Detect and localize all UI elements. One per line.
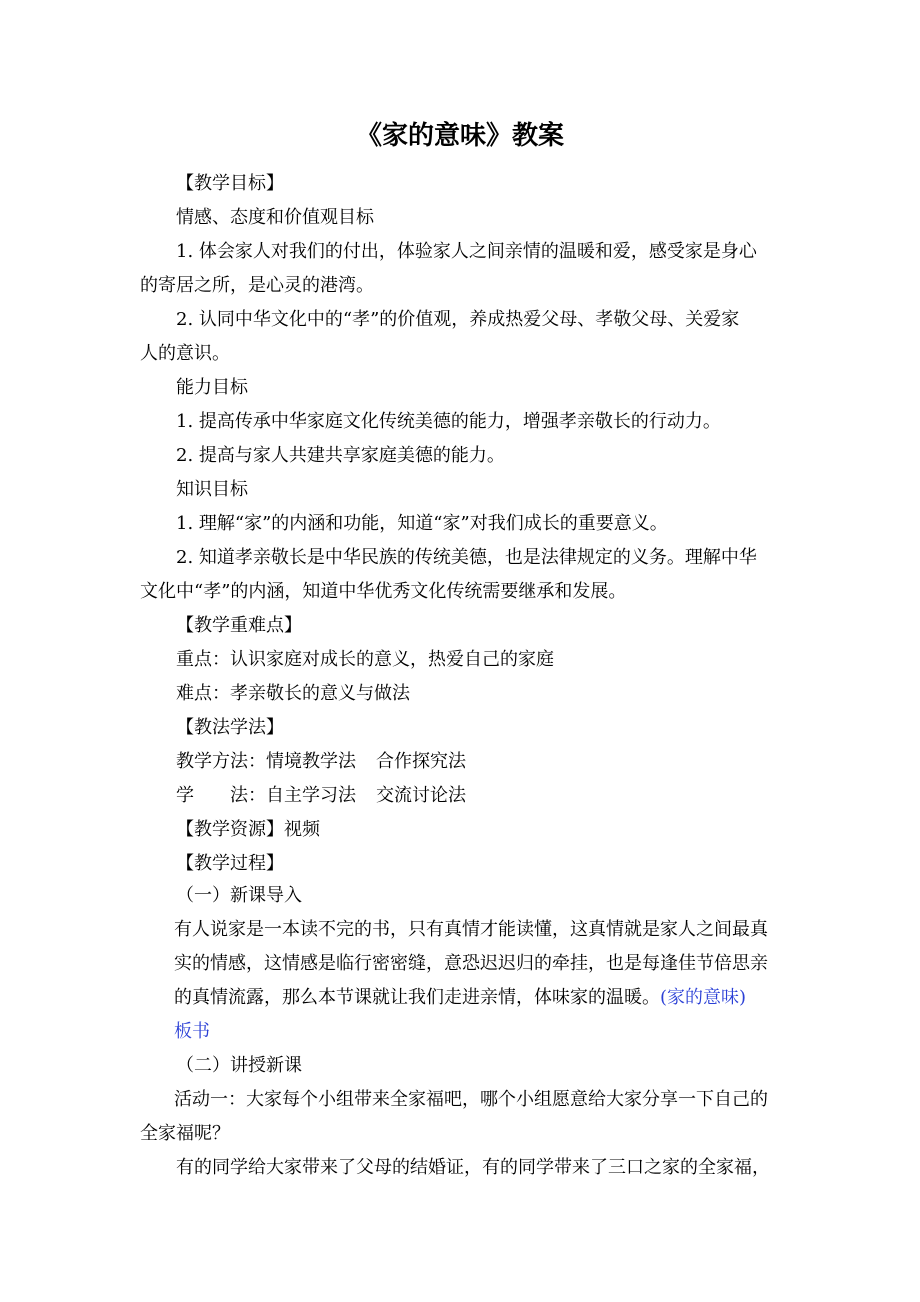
heading-methods: 【教法学法】 — [176, 717, 284, 738]
subheading-emotion-goals: 情感、态度和价值观目标 — [176, 207, 374, 228]
heading-process: 【教学过程】 — [176, 853, 284, 874]
method-item: 自主学习法 — [266, 785, 356, 806]
learning-methods-label: 学 — [176, 785, 194, 806]
board-note-link-continued: 板书 — [174, 1021, 210, 1042]
section-intro-heading: （一）新课导入 — [176, 885, 302, 906]
teaching-methods-label: 教学方法： — [176, 751, 266, 772]
method-item: 情境教学法 — [266, 751, 356, 772]
paragraph-line: 1. 提高传承中华家庭文化传统美德的能力，增强孝亲敬长的行动力。 — [176, 411, 721, 432]
paragraph-line: 的寄居之所，是心灵的港湾。 — [140, 275, 374, 296]
heading-teaching-goals: 【教学目标】 — [176, 173, 284, 194]
paragraph-line: 有人说家是一本读不完的书，只有真情才能读懂，这真情就是家人之间最真 — [174, 919, 768, 940]
paragraph-line: 2. 认同中华文化中的“孝”的价值观，养成热爱父母、孝敬父母、关爱家 — [176, 309, 740, 330]
paragraph-line: 1. 体会家人对我们的付出，体验家人之间亲情的温暖和爱，感受家是身心 — [176, 241, 757, 262]
paragraph-line: 人的意识。 — [140, 343, 230, 364]
paragraph-line: 文化中“孝”的内涵，知道中华优秀文化传统需要继承和发展。 — [140, 581, 627, 602]
paragraph-line: 1. 理解“家”的内涵和功能，知道“家”对我们成长的重要意义。 — [176, 513, 668, 534]
subheading-knowledge-goals: 知识目标 — [176, 479, 248, 500]
paragraph-line: 全家福呢？ — [140, 1123, 230, 1144]
paragraph-line: 难点：孝亲敬长的意义与做法 — [176, 683, 410, 704]
document-title: 《家的意味》教案 — [355, 121, 564, 151]
board-note-link: (家的意味) — [660, 987, 747, 1008]
subheading-ability-goals: 能力目标 — [176, 377, 248, 398]
paragraph-line: 2. 知道孝亲敬长是中华民族的传统美德，也是法律规定的义务。理解中华 — [176, 547, 757, 568]
teaching-methods-line — [176, 750, 466, 774]
method-item: 合作探究法 — [376, 751, 466, 772]
paragraph-line — [174, 986, 746, 1010]
paragraph-line: 2. 提高与家人共建共享家庭美德的能力。 — [176, 445, 505, 466]
heading-key-points: 【教学重难点】 — [176, 615, 302, 636]
paragraph-line: 活动一：大家每个小组带来全家福吧，哪个小组愿意给大家分享一下自己的 — [174, 1089, 768, 1110]
paragraph-line: 实的情感，这情感是临行密密缝，意恐迟迟归的牵挂，也是每逢佳节倍思亲 — [174, 953, 768, 974]
paragraph-line: 重点：认识家庭对成长的意义，热爱自己的家庭 — [176, 649, 554, 670]
heading-resources: 【教学资源】视频 — [176, 819, 320, 840]
learning-methods-label: 法： — [230, 785, 266, 806]
learning-methods-line — [176, 784, 466, 808]
paragraph-text: 的真情流露，那么本节课就让我们走进亲情，体味家的温暖。 — [174, 987, 660, 1008]
paragraph-line: 有的同学给大家带来了父母的结婚证，有的同学带来了三口之家的全家福， — [176, 1157, 770, 1178]
section-new-lesson-heading: （二）讲授新课 — [176, 1055, 302, 1076]
method-item: 交流讨论法 — [376, 785, 466, 806]
